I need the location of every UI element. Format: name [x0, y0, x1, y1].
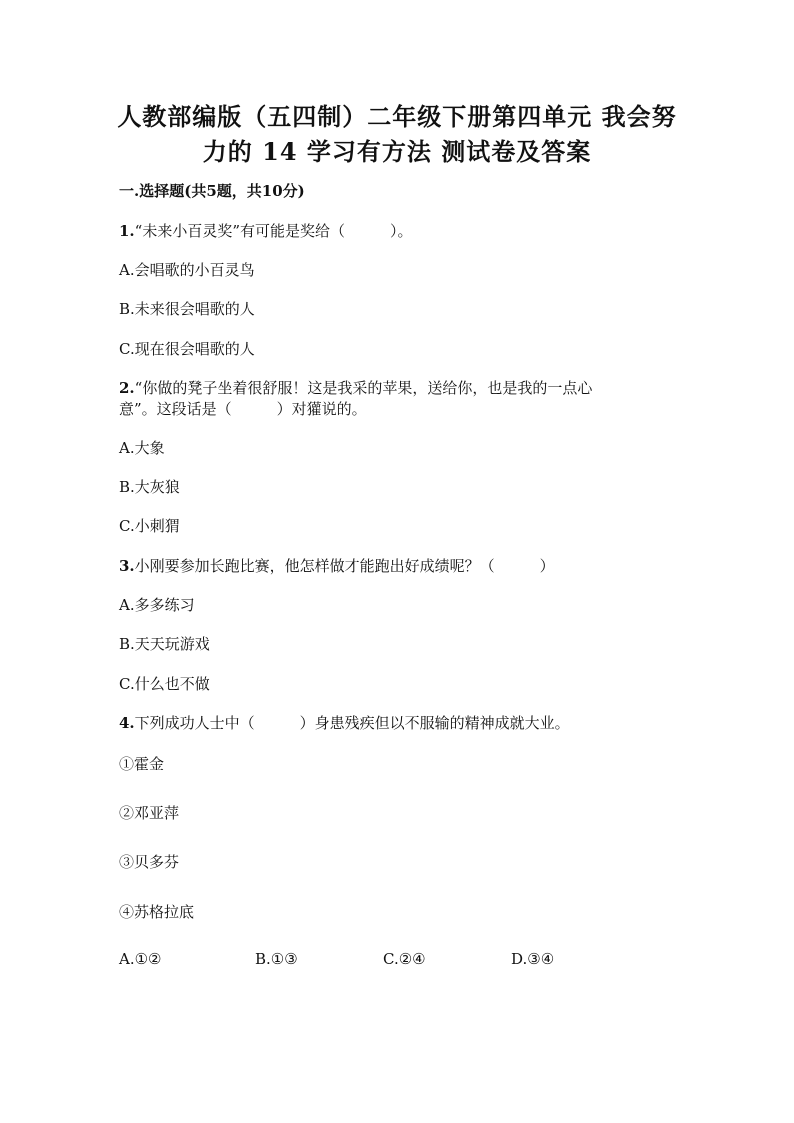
q3-option-c: C.什么也不做: [119, 675, 210, 693]
q4-item-2: ②邓亚萍: [119, 804, 180, 822]
question-number: 3.: [119, 557, 135, 575]
question-2: [119, 377, 592, 398]
question-stem-line-2: 意”。这段话是（ ）对獾说的。: [119, 400, 367, 418]
question-3: [119, 555, 555, 576]
question-1: [119, 220, 413, 241]
question-number: 1.: [119, 222, 135, 240]
q4-option-b: B.①③: [255, 950, 298, 968]
question-stem-line-1: “你做的凳子坐着很舒服！这是我采的苹果，送给你，也是我的一点心: [134, 379, 593, 397]
q4-item-3: ③贝多芬: [119, 853, 180, 871]
q3-option-b: B.天天玩游戏: [119, 635, 210, 653]
q4-option-a: A.①②: [119, 950, 162, 968]
question-number: 4.: [119, 714, 135, 732]
question-number: 2.: [119, 379, 135, 397]
q2-option-b: B.大灰狼: [119, 478, 180, 496]
q4-item-4: ④苏格拉底: [119, 903, 195, 921]
q2-option-a: A.大象: [119, 439, 165, 457]
q4-option-d: D.③④: [511, 950, 555, 968]
q1-option-c: C.现在很会唱歌的人: [119, 340, 255, 358]
exam-title-line-1: 人教部编版（五四制）二年级下册第四单元 我会努: [117, 102, 677, 131]
section-heading: 一.选择题(共5题，共10分): [119, 182, 305, 200]
question-stem: “未来小百灵奖”有可能是奖给（ ）。: [134, 222, 413, 240]
q2-option-c: C.小刺猬: [119, 517, 180, 535]
question-stem: 下列成功人士中（ ）身患残疾但以不服输的精神成就大业。: [134, 714, 570, 732]
q3-option-a: A.多多练习: [119, 596, 195, 614]
q4-item-1: ①霍金: [119, 755, 165, 773]
exam-title-line-2: 力的 14 学习有方法 测试卷及答案: [202, 137, 592, 166]
question-4: [119, 712, 570, 733]
q1-option-b: B.未来很会唱歌的人: [119, 300, 255, 318]
question-stem: 小刚要参加长跑比赛，他怎样做才能跑出好成绩呢？（ ）: [134, 557, 555, 575]
q1-option-a: A.会唱歌的小百灵鸟: [119, 261, 255, 279]
q4-option-c: C.②④: [383, 950, 426, 968]
